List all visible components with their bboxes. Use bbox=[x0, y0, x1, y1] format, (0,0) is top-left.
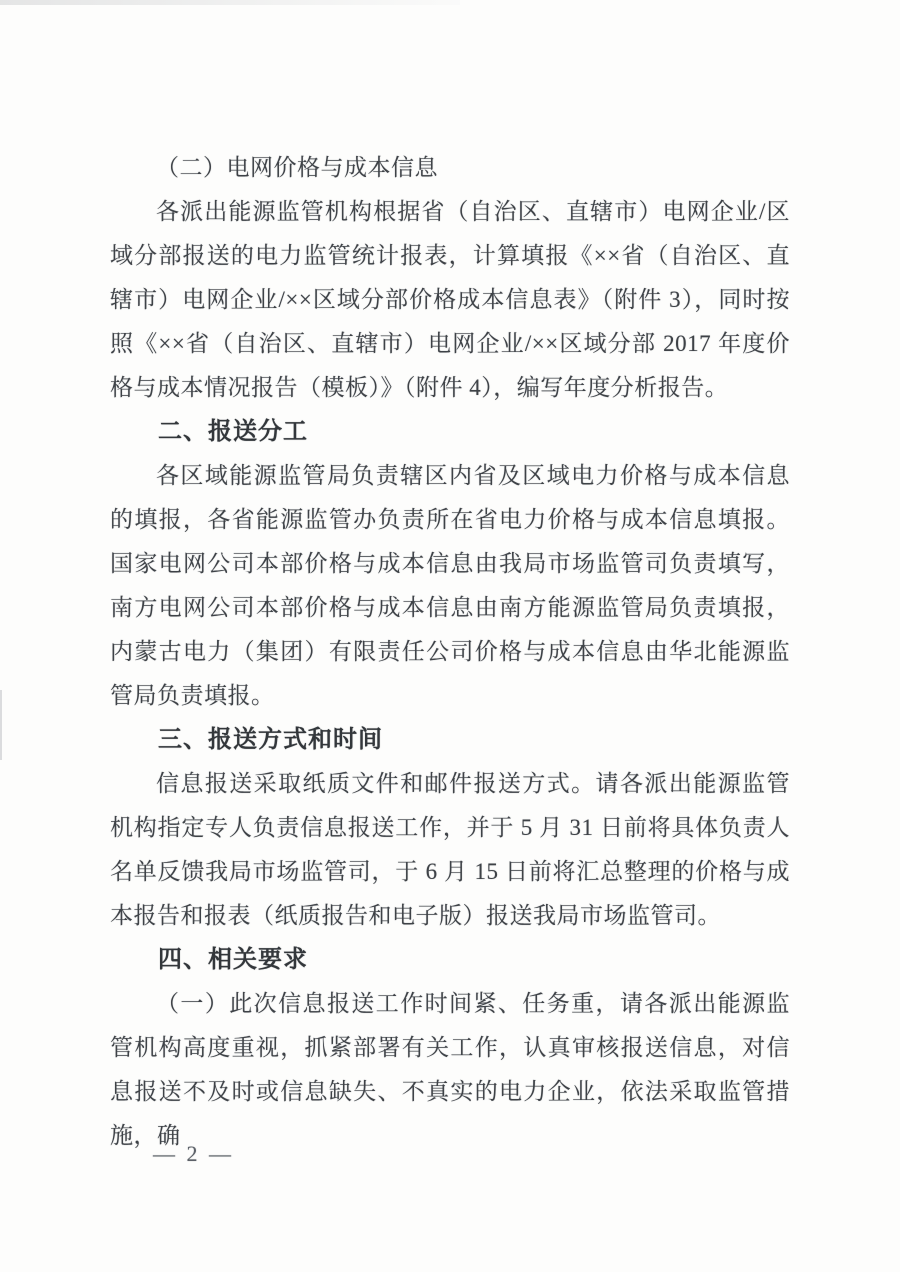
subsection-heading-grid-price-cost-info: （二）电网价格与成本信息 bbox=[156, 155, 438, 180]
section-heading-reporting-method-time: 三、报送方式和时间 bbox=[158, 726, 383, 753]
page-number: — 2 — bbox=[153, 1141, 234, 1166]
document-content bbox=[110, 146, 790, 1158]
section-heading-reporting-division: 二、报送分工 bbox=[158, 418, 308, 445]
scan-edge-artifact-left bbox=[0, 690, 2, 760]
paragraph-reporting-division: 各区域能源监管局负责辖区内省及区域电力价格与成本信息的填报，各省能源监管办负责所在省电力价格与成本信息填报。国家电网公司本部价格与成本信息由我局市场监管司负责填写，南方电网公司本部价格与成本信息由南方能源监管局负责填报，内蒙古电力（集团）有限责任公司价格与成本信息由华北能源监管局负责填报。 bbox=[110, 463, 790, 708]
paragraph-reporting-method-time: 信息报送采取纸质文件和邮件报送方式。请各派出能源监管机构指定专人负责信息报送工作，并于 5 月 31 日前将具体负责人名单反馈我局市场监管司，于 6 月 15 日前将汇总整理的价格与成本报告和报表（纸质报告和电子版）报送我局市场监管司。 bbox=[110, 771, 790, 928]
paragraph-grid-price-reporting: 各派出能源监管机构根据省（自治区、直辖市）电网企业/区域分部报送的电力监管统计报表，计算填报《××省（自治区、直辖市）电网企业/××区域分部价格成本信息表》（附件 3），同时按照《××省（自治区、直辖市）电网企业/××区域分部 2017 年度价格与成本情况报告（模板）》（附件 4），编写年度分析报告。 bbox=[110, 199, 790, 400]
paragraph-related-requirements: （一）此次信息报送工作时间紧、任务重，请各派出能源监管机构高度重视，抓紧部署有关工作，认真审核报送信息，对信息报送不及时或信息缺失、不真实的电力企业，依法采取监管措施，确 bbox=[110, 991, 790, 1148]
scan-edge-artifact-top bbox=[0, 0, 460, 5]
section-heading-related-requirements: 四、相关要求 bbox=[158, 946, 308, 973]
